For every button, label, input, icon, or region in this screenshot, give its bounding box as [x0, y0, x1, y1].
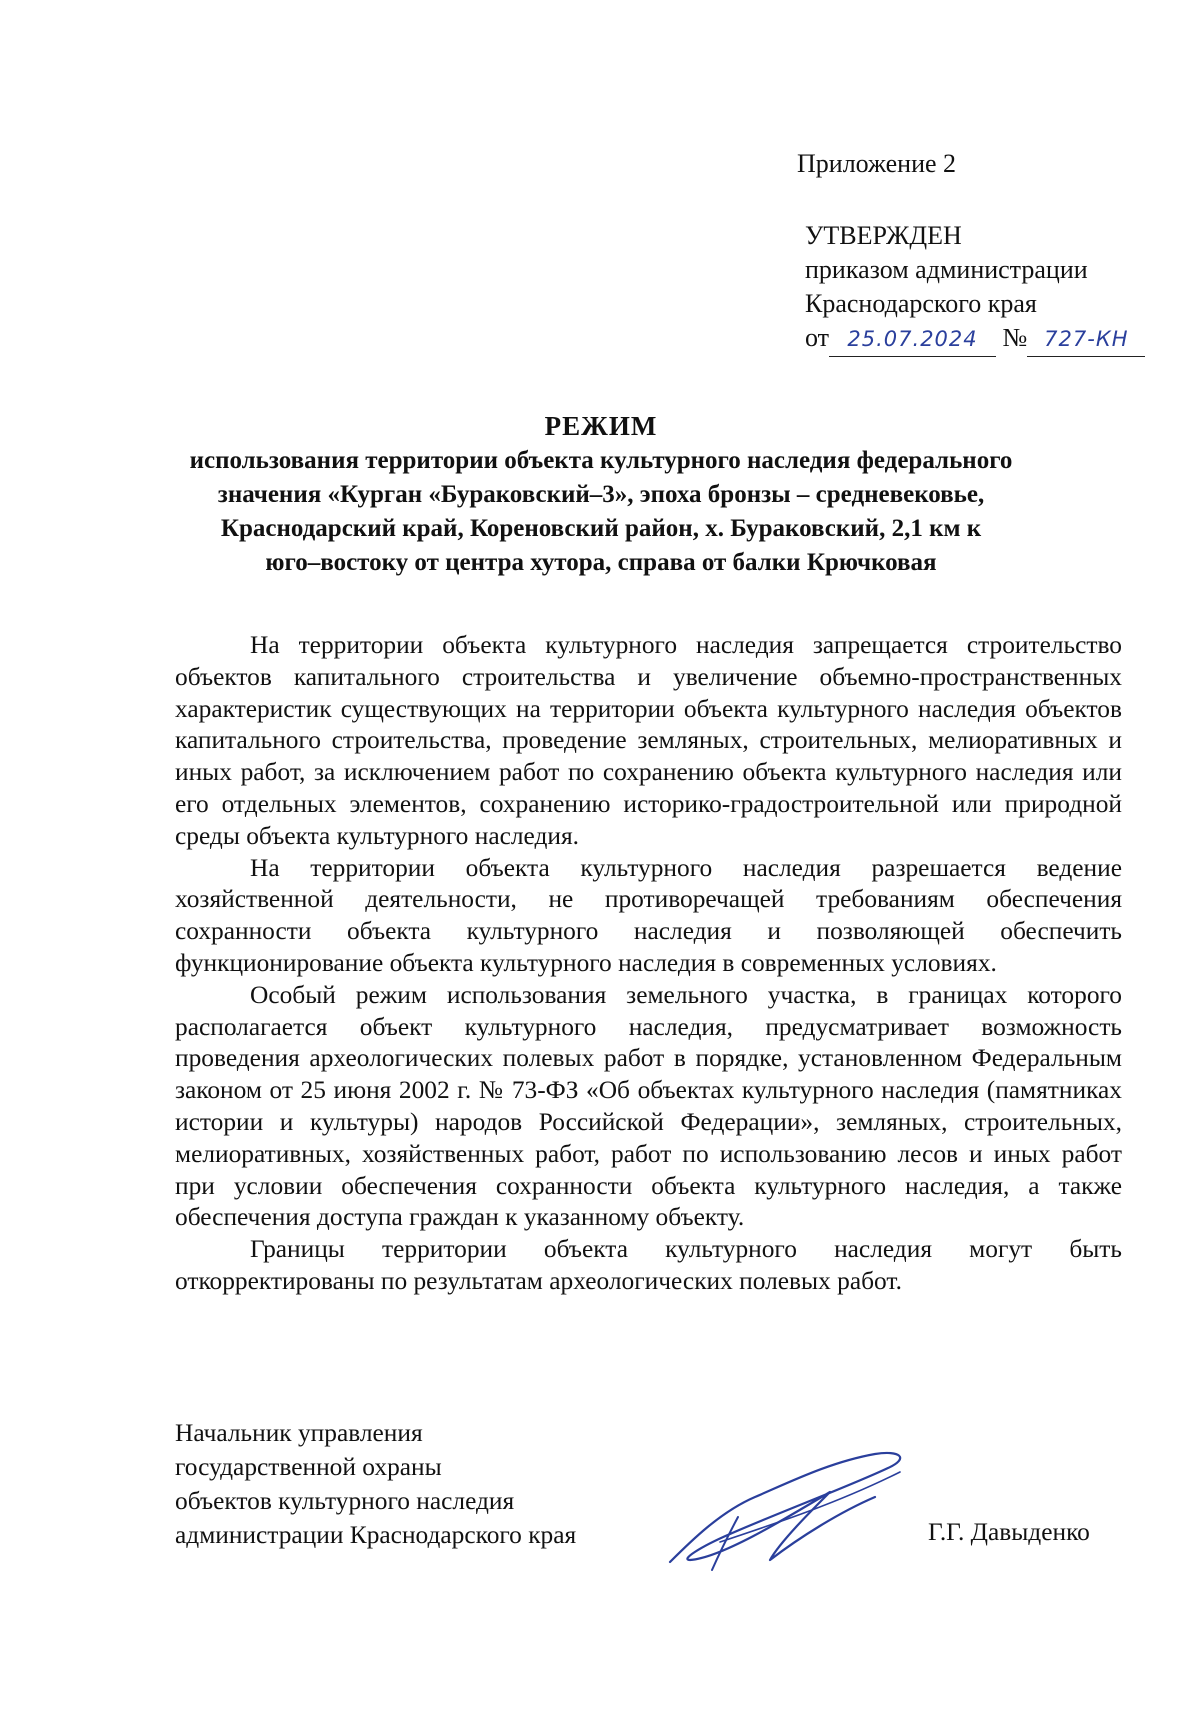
document-title: [120, 408, 1082, 580]
signatory-name: Г.Г. Давыденко: [928, 1518, 1090, 1546]
handwritten-signature: [660, 1442, 920, 1582]
appendix-label: Приложение 2: [797, 149, 957, 178]
title-line-4: юго–востоку от центра хутора, справа от балки Крючковая: [265, 549, 937, 576]
title-line-1: использования территории объекта культурного наследия федерального: [189, 447, 1013, 474]
position-line-3: объектов культурного наследия: [175, 1487, 515, 1515]
number-field: [1027, 321, 1145, 357]
title-heading: РЕЖИМ: [544, 411, 658, 441]
number-prefix: №: [1002, 323, 1028, 352]
signatory-position: [175, 1416, 576, 1552]
date-prefix: от: [805, 323, 830, 352]
document-body: [175, 630, 1122, 1298]
approval-line-2: Краснодарского края: [805, 289, 1037, 318]
approval-block: [805, 219, 1145, 357]
approved-heading: УТВЕРЖДЕН: [805, 221, 962, 250]
title-subtitle: [120, 444, 1082, 580]
title-line-2: значения «Курган «Бураковский–3», эпоха бронзы – средневековье,: [217, 481, 985, 508]
position-line-2: государственной охраны: [175, 1453, 442, 1481]
title-line-3: Краснодарский край, Кореновский район, х. Бураковский, 2,1 км к: [220, 515, 982, 542]
approval-date-number: [805, 321, 1145, 357]
handwritten-date: 25.07.2024: [847, 327, 978, 351]
paragraph-3: Особый режим использования земельного участка, в границах которого располагается объект культурного наследия, предусматривает возможность проведения археологических полевых работ в порядке, установленном Федеральным законом от 25 июня 2002 г. № 73-ФЗ «Об объектах культурного наследия (памятниках истории и культуры) народов Российской Федерации», земляных, строительных, мелиоративных, хозяйственных работ, работ по использованию лесов и иных работ при условии обеспечения сохранности объекта культурного наследия, а также обеспечения доступа граждан к указанному объекту.: [175, 980, 1122, 1232]
position-line-1: Начальник управления: [175, 1419, 423, 1447]
approval-line-1: приказом администрации: [805, 255, 1088, 284]
paragraph-2: На территории объекта культурного наследия разрешается ведение хозяйственной деятельности, не противоречащей требованиям обеспечения сохранности объекта культурного наследия и позволяющей обеспечить функционирование объекта культурного наследия в современных условиях.: [175, 853, 1122, 977]
date-field: [829, 321, 996, 357]
position-line-4: администрации Краснодарского края: [175, 1521, 577, 1549]
paragraph-4: Границы территории объекта культурного наследия могут быть откорректированы по результатам археологических полевых работ.: [175, 1235, 1122, 1295]
handwritten-number: 727-КН: [1044, 327, 1129, 351]
paragraph-1: На территории объекта культурного наследия запрещается строительство объектов капитального строительства и увеличение объемно-пространственных характеристик существующих на территории объекта культурного наследия объектов капитального строительства, проведение земляных, строительных, мелиоративных и иных работ, за исключением работ по сохранению объекта культурного наследия или его отдельных элементов, сохранению историко-градостроительной или природной среды объекта культурного наследия.: [175, 631, 1122, 850]
